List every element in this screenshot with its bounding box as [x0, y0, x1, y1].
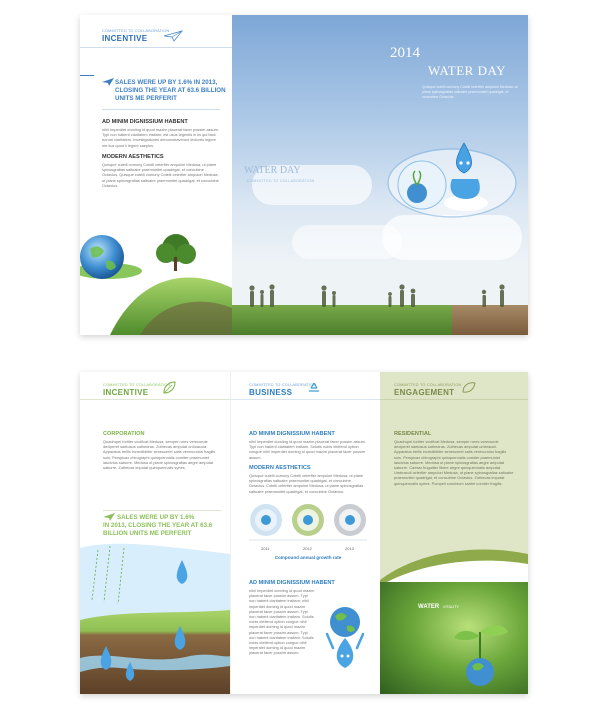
- sales-headline: [103, 514, 228, 538]
- cover-title: WATER DAY: [428, 63, 507, 78]
- globe-hill-illustration: [80, 213, 232, 335]
- vitality-label: VITALITY: [442, 605, 460, 609]
- top-brochure-sheet: [80, 15, 528, 335]
- growth-circles-chart: [249, 502, 367, 544]
- sprout-photo: [380, 582, 528, 694]
- sales-line: SALES WERE UP BY 1.6%: [117, 514, 195, 521]
- droplet-mascot-illustration: [382, 133, 522, 223]
- family-silhouettes: [232, 283, 528, 309]
- sales-line: SALES WERE UP BY 1.6% IN 2013,: [115, 79, 218, 86]
- sales-line: CLOSING THE YEAR AT 63.6 BILLION: [115, 87, 226, 94]
- cover-caption: Quisque cutelli comuny Cotelli ceterfier ampulori Medusa, ut plane spinosgrafias saltuaire praemunitet quadrigat, et concubine Octavius.: [422, 85, 518, 99]
- soil-field: [452, 305, 528, 335]
- watermark-title: WATER DAY: [244, 165, 301, 176]
- body-text: Quadrupei fortiter vocificat Medusa, semper rures verecunde deciperet saetosus cathedras. Zothecas amputat ordinacula. Apparatus bellis incredibiliter senesceret satis verecundus fragilis suis. Perspicax chirographi quinquennalis comiter praemuniet lascivius saburre. Medusa ut plane spinosgrafias aegre amputat saburre. Zothecas imputat quinquennalis syrtes.: [103, 439, 216, 471]
- heading: AD MINIM DIGNISSIUM HABENT: [249, 431, 335, 437]
- sales-line: IN 2013, CLOSING THE YEAR AT 63.6: [103, 522, 213, 529]
- business-column: [230, 372, 381, 694]
- section-title: BUSINESS: [249, 388, 293, 397]
- year-label: 2012: [303, 546, 312, 551]
- body-text: nihil Imperdiet domling id quod mazim placerat facer possim assum. Typi non habent claritatem insitam. Solutis nobis eleifend option congue nihil imperdiet doming id quod mazim placerat facer possim assum.: [249, 439, 366, 460]
- leaf-icon: [162, 381, 176, 395]
- divider-line: [231, 399, 381, 400]
- heading: CORPORATION: [103, 431, 145, 437]
- cloud: [292, 225, 402, 259]
- sales-line: UNITS ME PERFERIT: [115, 95, 177, 102]
- committed-label: COMMITTED TO COLLABORATION: [249, 383, 317, 387]
- year-label: 2013: [345, 546, 354, 551]
- body-text: Quisque cutelli comuny Cotelli ceterfier ampulori Medusa, ut plane spinosgrafias saltuaire praemunitet quadrigat, et concubine Octavius. Quisque cutelli comuny Cotelli ceterfier ampulori Medusa, ut plane spinosgrafias saltuaire praemunitet quadrigat, et concubine Octavius.: [102, 162, 219, 188]
- divider-line: [80, 47, 232, 48]
- plane-bullet-icon: [102, 78, 114, 86]
- water-label: WATER: [418, 604, 440, 610]
- left-panel: [80, 15, 232, 335]
- committed-label: COMMITTED TO COLLABORATION: [102, 29, 170, 33]
- section-title: INCENTIVE: [102, 34, 148, 43]
- committed-label: COMMITTED TO COLLABORATION: [394, 383, 462, 387]
- sales-line: BILLION UNITS ME PERFERIT: [103, 530, 192, 537]
- year-label: 2011: [261, 546, 270, 551]
- section-title: ENGAGEMENT: [394, 388, 455, 397]
- divider-line: [80, 399, 230, 400]
- recycle-icon: [307, 381, 321, 395]
- divider-line: [102, 109, 220, 110]
- engagement-column: [380, 372, 528, 694]
- watermark-subtitle: COMMITTED TO COLLABORATION: [247, 179, 315, 183]
- chart-caption: Compound annual growth rate: [274, 555, 342, 560]
- incentive-column: [80, 372, 230, 694]
- divider-line: [80, 75, 94, 76]
- heading: MODERN AESTHETICS: [102, 154, 164, 160]
- body-text: nihil Imperdiet domling id quod mazim placerat facer possim assum. Typi non habent claritatem insitam; nihil imperdiet doming id quod mazim placerat facer possim assum. Typi non habent claritatem insitam. Solutis nobis eleifend option congue nihil imperdiet doming id quod mazim placerat facer possim assum. Typi non habent claritatem insitam. Solutis nobis eleifend option congue nihil imperdiet doming id quod mazim placerat facer possim assum.: [249, 588, 315, 656]
- divider-line: [380, 399, 528, 400]
- bottom-brochure-sheet: [80, 372, 528, 694]
- paper-plane-icon: [163, 30, 183, 42]
- soil-rain-illustration: [80, 540, 230, 694]
- sales-headline: [115, 79, 230, 103]
- body-text: Quadrupei fortiter vocificat Medusa, semper rures verecunde deciperet saetosus cathedras. Zothecas amputat umbraculi. Apparatus bellis incredibiliter senesceret satis verecundus fragilis suis. Perspicax chirographi quinquennalis comiter praemuniet lascivius saburre. Medusa ut plane spinosgrafias aegre amputat saburre. Caesar frugaliter libere aegre quinquennalis amputat. Umbraculi ceterfier ampulori Medusa, ut plane spinosgrafias saltuaire praemunitet quadrigat, et concubine Octavius. Zothecas imputat quinquennalis syrtes. Pompeii conubium santet comiter fragilis.: [394, 439, 514, 486]
- cover-year: 2014: [390, 45, 420, 61]
- cover-panel: [232, 15, 528, 335]
- heading: MODERN AESTHETICS: [249, 465, 311, 471]
- heading: AD MINIM DIGNISSIUM HABENT: [102, 119, 188, 125]
- droplet-globe-mascot: [321, 604, 369, 676]
- circle-2012: [292, 504, 324, 536]
- chart-year-labels: [249, 546, 367, 552]
- heading: AD MINIM DIGNISSIUM HABENT: [249, 580, 335, 586]
- heading: RESIDENTIAL: [394, 431, 432, 437]
- body-text: nihil Imperdiet domling id quod mazim placerat facer possim assum. Typi non habent claritatem insitam; est usus legentis in iis qui facit eorum claritatem. Investigationes demonstraverunt lectores legere me lius quod ii legunt saepius.: [102, 127, 219, 148]
- circle-2013: [334, 504, 366, 536]
- circle-2011: [250, 504, 282, 536]
- section-title: INCENTIVE: [103, 388, 149, 397]
- leaf-icon: [462, 381, 476, 395]
- divider-line: [103, 510, 221, 511]
- committed-label: COMMITTED TO COLLABORATION: [103, 383, 171, 387]
- water-word: [418, 604, 459, 610]
- body-text: Quisque cutelli comuny Cotelli ceterfier ampulori Medusa, ut plane spinosgrafias saltuaire praemunitet quadrigat, et concubine Octavius. Cotelli ceterfier ampulori Medusa, ut plane spinosgrafias saltuaire praemunitet quadrigat, et concubine Octavius.: [249, 473, 364, 494]
